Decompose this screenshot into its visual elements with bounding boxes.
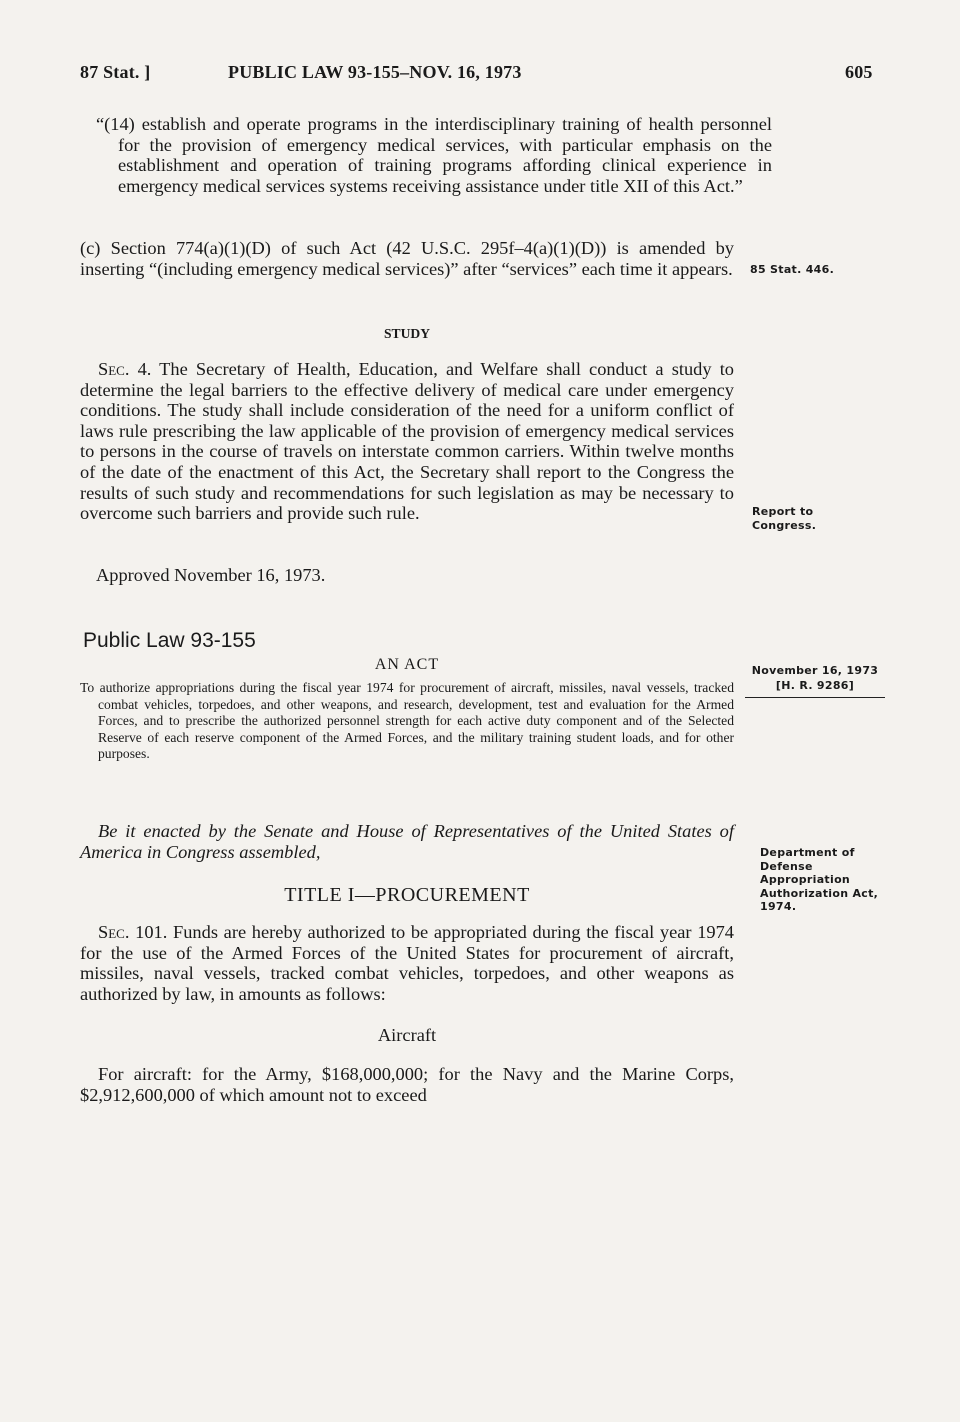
section-101-paragraph — [80, 922, 734, 1004]
aircraft-subheading: Aircraft — [377, 1025, 437, 1045]
section-101-text: Funds are hereby authorized to be appropriated during the fiscal year 1974 for the use of the Armed Forces of the United States for procurement of aircraft, missiles, naval vessels, tracked combat vehicles, torpedoes, and other weapons as authorized by law, in amounts as follows: — [80, 922, 734, 1004]
margin-note-date: November 16, 1973 — [751, 664, 879, 677]
margin-note-report: Report to Congress. — [752, 505, 817, 532]
paragraph-c: (c) Section 774(a)(1)(D) of such Act (42 U.S.C. 295f–4(a)(1)(D)) is amended by inserting “(including emergency medical services)” after “services” each time it appears. — [80, 238, 734, 279]
approved-line: Approved November 16, 1973. — [96, 565, 326, 585]
section-4-label: Sec. 4. — [98, 359, 152, 379]
margin-rule — [745, 697, 885, 698]
section-4-paragraph — [80, 359, 734, 524]
header-page-number: 605 — [845, 62, 873, 82]
study-heading: STUDY — [383, 326, 431, 341]
header-statute-ref: 87 Stat. ] — [80, 62, 151, 82]
enacting-clause: Be it enacted by the Senate and House of Representatives of the United States of America in Congress assembled, — [80, 821, 734, 862]
header-title: PUBLIC LAW 93-155–NOV. 16, 1973 — [228, 62, 522, 82]
margin-note-short-title: Department of Defense Appropriation Authorization Act, 1974. — [760, 846, 879, 913]
margin-note-85-stat: 85 Stat. 446. — [750, 263, 835, 276]
paragraph-14: “(14) establish and operate programs in the interdisciplinary training of health personnel for the provision of emergency medical services, with particular emphasis on the establishment and operation of training programs affording clinical experience in emergency medical services systems receiving assistance under title XII of this Act.” — [96, 114, 772, 196]
section-101-label: Sec. 101. — [98, 922, 168, 942]
an-act-heading: AN ACT — [374, 656, 440, 673]
aircraft-paragraph: For aircraft: for the Army, $168,000,000; for the Navy and the Marine Corps, $2,912,600,000 of which amount not to exceed — [80, 1064, 734, 1105]
title-1-heading: TITLE I—PROCUREMENT — [284, 884, 530, 906]
section-4-text: The Secretary of Health, Education, and Welfare shall conduct a study to determine the legal barriers to the effective delivery of medical care under emergency conditions. The study shall include consideration of the need for a uniform conflict of laws rule prescribing the law applicable of the provision of emergency medical services to persons in the course of travels on interstate common carriers. Within twelve months of the date of the enactment of this Act, the Secretary shall report to the Congress the results of such study and recommendations for such legislation as may be necessary to overcome such barriers and provide such rule. — [80, 359, 735, 524]
act-purpose: To authorize appropriations during the fiscal year 1974 for procurement of aircraft, missiles, naval vessels, tracked combat vehicles, torpedoes, and other weapons, and research, development, test and evaluation for the Armed Forces, and to prescribe the authorized personnel strength for each active duty component and of the Selected Reserve of each reserve component of the Armed Forces, and the military training student loads, and for other purposes. — [80, 680, 734, 762]
margin-note-bill: [H. R. 9286] — [775, 679, 855, 692]
bleed-through — [90, 340, 95, 361]
public-law-title: Public Law 93-155 — [83, 629, 256, 652]
